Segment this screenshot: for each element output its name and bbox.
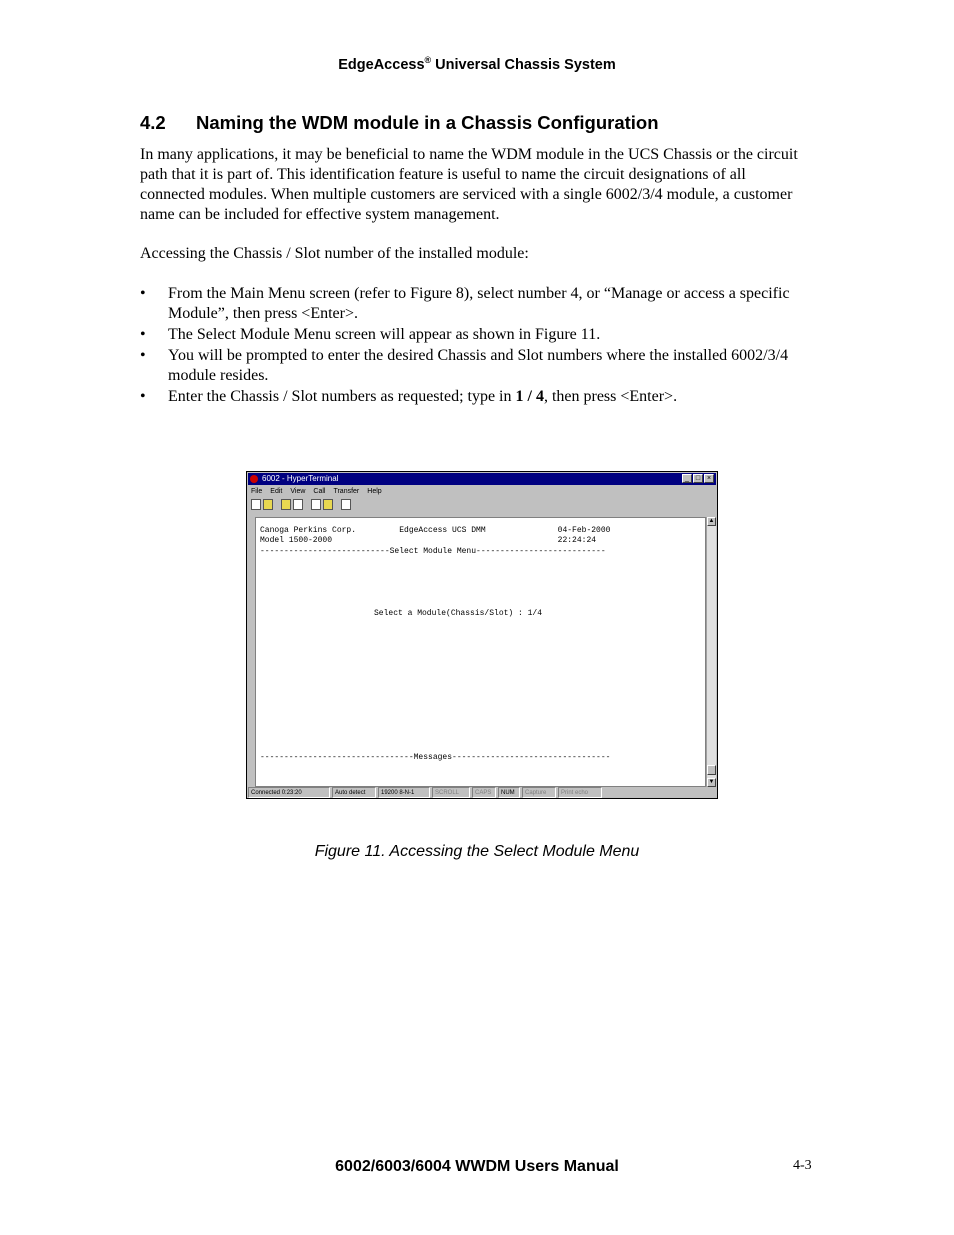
properties-icon[interactable] bbox=[341, 499, 351, 510]
title-bar[interactable] bbox=[248, 473, 716, 485]
running-header bbox=[0, 55, 954, 73]
menu-view[interactable]: View bbox=[290, 488, 306, 495]
bullet-icon: • bbox=[140, 285, 146, 302]
list-item-text: The Select Module Menu screen will appear as shown in Figure 11. bbox=[168, 326, 601, 343]
list-item-text: Enter the Chassis / Slot numbers as requested; type in bbox=[168, 388, 516, 405]
bullet-icon: • bbox=[140, 326, 146, 343]
list-item bbox=[140, 387, 810, 407]
window-title: 6002 - HyperTerminal bbox=[262, 474, 339, 483]
list-item-bold: 1 / 4 bbox=[515, 388, 544, 405]
terminal-line-company: Canoga Perkins Corp. EdgeAccess UCS DMM 04-Feb-2000 bbox=[260, 526, 611, 535]
toolbar bbox=[251, 499, 351, 513]
status-print-echo: Print echo bbox=[558, 787, 602, 798]
status-caps: CAPS bbox=[472, 787, 496, 798]
page-number: 4-3 bbox=[793, 1158, 812, 1173]
hyperterminal-window bbox=[246, 471, 718, 799]
header-rest: Universal Chassis System bbox=[431, 57, 616, 73]
list-item bbox=[140, 325, 810, 345]
section-title: Naming the WDM module in a Chassis Configuration bbox=[196, 112, 659, 133]
status-bar bbox=[248, 787, 716, 798]
status-num: NUM bbox=[498, 787, 520, 798]
bullet-icon: • bbox=[140, 347, 146, 364]
scroll-up-icon[interactable]: ▲ bbox=[708, 518, 715, 524]
send-icon[interactable] bbox=[311, 499, 321, 510]
terminal-screen[interactable] bbox=[255, 517, 706, 787]
registered-mark: ® bbox=[424, 55, 432, 65]
minimize-button[interactable]: _ bbox=[682, 474, 692, 483]
list-item-text: You will be prompted to enter the desired Chassis and Slot numbers where the installed 6002/3/4 module resides. bbox=[168, 347, 789, 384]
status-baud: 19200 8-N-1 bbox=[378, 787, 430, 798]
menu-transfer[interactable]: Transfer bbox=[333, 488, 360, 495]
status-detect: Auto detect bbox=[332, 787, 376, 798]
section-heading bbox=[140, 112, 659, 134]
terminal-prompt: Select a Module(Chassis/Slot) : 1/4 bbox=[374, 609, 543, 618]
list-item-text-end: , then press <Enter>. bbox=[543, 388, 678, 405]
bullet-icon: • bbox=[140, 388, 146, 405]
maximize-button[interactable]: □ bbox=[693, 474, 703, 483]
access-paragraph: Accessing the Chassis / Slot number of the installed module: bbox=[140, 245, 529, 262]
menu-file[interactable]: File bbox=[251, 488, 263, 495]
section-number: 4.2 bbox=[140, 112, 166, 133]
header-brand: EdgeAccess bbox=[338, 57, 425, 73]
instruction-list bbox=[140, 284, 810, 408]
status-scroll: SCROLL bbox=[432, 787, 470, 798]
terminal-line-model: Model 1500-2000 22:24:24 bbox=[260, 536, 597, 545]
menu-bar bbox=[251, 486, 382, 498]
new-icon[interactable] bbox=[251, 499, 261, 510]
vertical-scrollbar[interactable] bbox=[706, 517, 716, 787]
scroll-thumb[interactable] bbox=[707, 765, 716, 775]
app-icon bbox=[250, 475, 258, 483]
scroll-down-icon[interactable]: ▼ bbox=[708, 779, 715, 785]
status-capture: Capture bbox=[522, 787, 556, 798]
status-connected: Connected 0:23:20 bbox=[248, 787, 330, 798]
terminal-menu-title: ---------------------------Select Module Menu--------------------------- bbox=[260, 547, 606, 556]
intro-paragraph: In many applications, it may be beneficial to name the WDM module in the UCS Chassis or the circuit path that it is part of. This identification feature is useful to name the circuit designations of all connected modules. When multiple customers are serviced with a single 6002/3/4 module, a customer name can be included for effective system management. bbox=[140, 146, 798, 223]
close-button[interactable]: × bbox=[704, 474, 714, 483]
menu-call[interactable]: Call bbox=[313, 488, 326, 495]
terminal-messages-line: --------------------------------Messages--------------------------------- bbox=[260, 753, 611, 762]
list-item bbox=[140, 284, 810, 324]
figure-caption: Figure 11. Accessing the Select Module Menu bbox=[314, 843, 640, 860]
call-icon[interactable] bbox=[281, 499, 291, 510]
open-icon[interactable] bbox=[263, 499, 273, 510]
menu-edit[interactable]: Edit bbox=[270, 488, 283, 495]
menu-help[interactable]: Help bbox=[367, 488, 382, 495]
disconnect-icon[interactable] bbox=[293, 499, 303, 510]
footer-title: 6002/6003/6004 WWDM Users Manual bbox=[335, 1158, 619, 1175]
list-item-text: From the Main Menu screen (refer to Figure 8), select number 4, or “Manage or access a specific Module”, then press <Enter>. bbox=[168, 285, 790, 322]
list-item bbox=[140, 346, 810, 386]
receive-icon[interactable] bbox=[323, 499, 333, 510]
